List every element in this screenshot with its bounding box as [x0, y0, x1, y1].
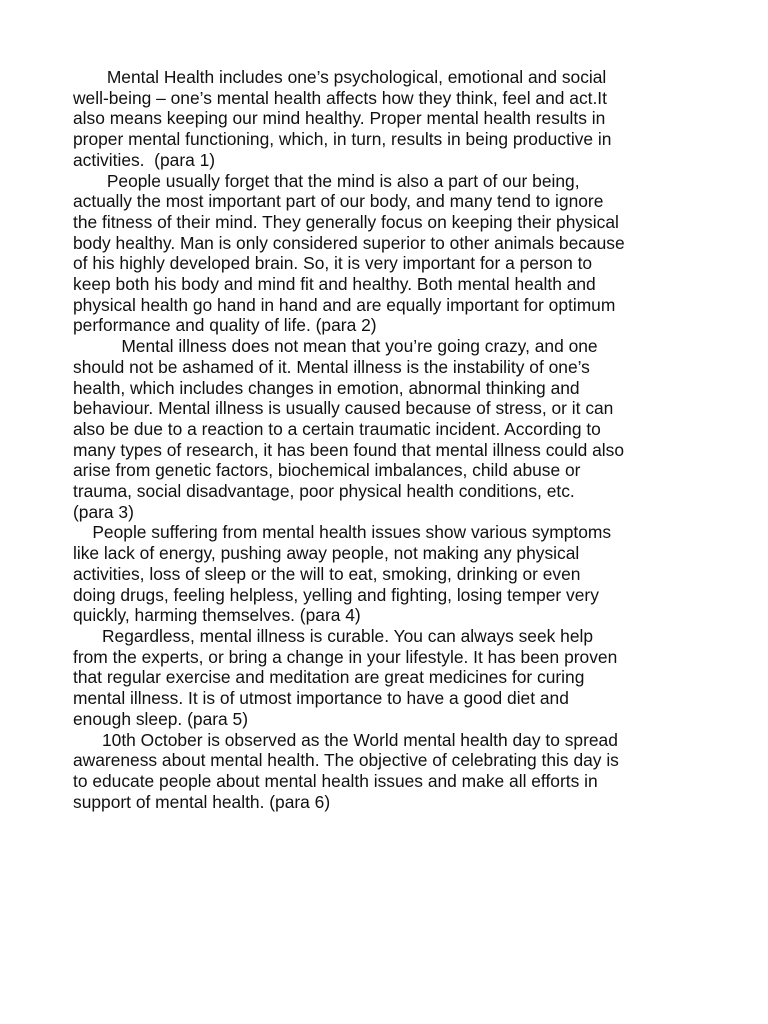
- text-line: (para 3): [73, 501, 134, 522]
- paragraph-6: [73, 730, 703, 813]
- paragraph-5: [73, 626, 703, 730]
- text-line: enough sleep. (para 5): [73, 708, 248, 729]
- text-line: behaviour. Mental illness is usually caused because of stress, or it can: [73, 398, 614, 419]
- text-line: also means keeping our mind healthy. Proper mental health results in: [73, 108, 606, 129]
- text-line: from the experts, or bring a change in your lifestyle. It has been proven: [73, 646, 618, 667]
- text-line: activities, loss of sleep or the will to eat, smoking, drinking or even: [73, 563, 581, 584]
- text-line: arise from genetic factors, biochemical imbalances, child abuse or: [73, 460, 581, 481]
- text-line: Mental Health includes one’s psychological, emotional and social: [73, 67, 607, 87]
- text-line: quickly, harming themselves. (para 4): [73, 605, 361, 626]
- text-line: People suffering from mental health issues show various symptoms: [73, 522, 612, 543]
- text-line: Mental illness does not mean that you’re going crazy, and one: [73, 336, 598, 357]
- text-line: physical health go hand in hand and are equally important for optimum: [73, 294, 616, 315]
- text-line: awareness about mental health. The objective of celebrating this day is: [73, 750, 619, 771]
- text-line: keep both his body and mind fit and healthy. Both mental health and: [73, 274, 596, 295]
- text-line: also be due to a reaction to a certain traumatic incident. According to: [73, 418, 601, 439]
- text-line: many types of research, it has been found that mental illness could also: [73, 439, 625, 460]
- text-line: activities. (para 1): [73, 149, 216, 170]
- text-line: health, which includes changes in emotion, abnormal thinking and: [73, 377, 580, 398]
- text-line: the fitness of their mind. They generally focus on keeping their physical: [73, 211, 619, 232]
- text-line: support of mental health. (para 6): [73, 791, 331, 812]
- text-line: to educate people about mental health issues and make all efforts in: [73, 770, 598, 791]
- document-body: [73, 67, 703, 812]
- text-line: mental illness. It is of utmost importance to have a good diet and: [73, 688, 569, 709]
- text-line: trauma, social disadvantage, poor physical health conditions, etc.: [73, 481, 575, 502]
- paragraph-1: [73, 67, 703, 171]
- text-line: Regardless, mental illness is curable. You can always seek help: [73, 625, 594, 646]
- paragraph-4: [73, 522, 703, 626]
- text-line: 10th October is observed as the World mental health day to spread: [73, 729, 618, 750]
- text-line: actually the most important part of our body, and many tend to ignore: [73, 191, 604, 212]
- text-line: doing drugs, feeling helpless, yelling and fighting, losing temper very: [73, 584, 599, 605]
- text-line: proper mental functioning, which, in turn, results in being productive in: [73, 129, 612, 150]
- text-line: People usually forget that the mind is also a part of our being,: [73, 170, 580, 191]
- text-line: like lack of energy, pushing away people, not making any physical: [73, 543, 580, 564]
- paragraph-3: [73, 336, 703, 522]
- paragraph-2: [73, 171, 703, 337]
- text-line: that regular exercise and meditation are great medicines for curing: [73, 667, 585, 688]
- text-line: should not be ashamed of it. Mental illness is the instability of one’s: [73, 356, 590, 377]
- text-line: performance and quality of life. (para 2): [73, 315, 377, 336]
- text-line: well-being – one’s mental health affects how they think, feel and act.It: [73, 87, 607, 108]
- text-line: of his highly developed brain. So, it is very important for a person to: [73, 253, 593, 274]
- text-line: body healthy. Man is only considered superior to other animals because: [73, 232, 625, 253]
